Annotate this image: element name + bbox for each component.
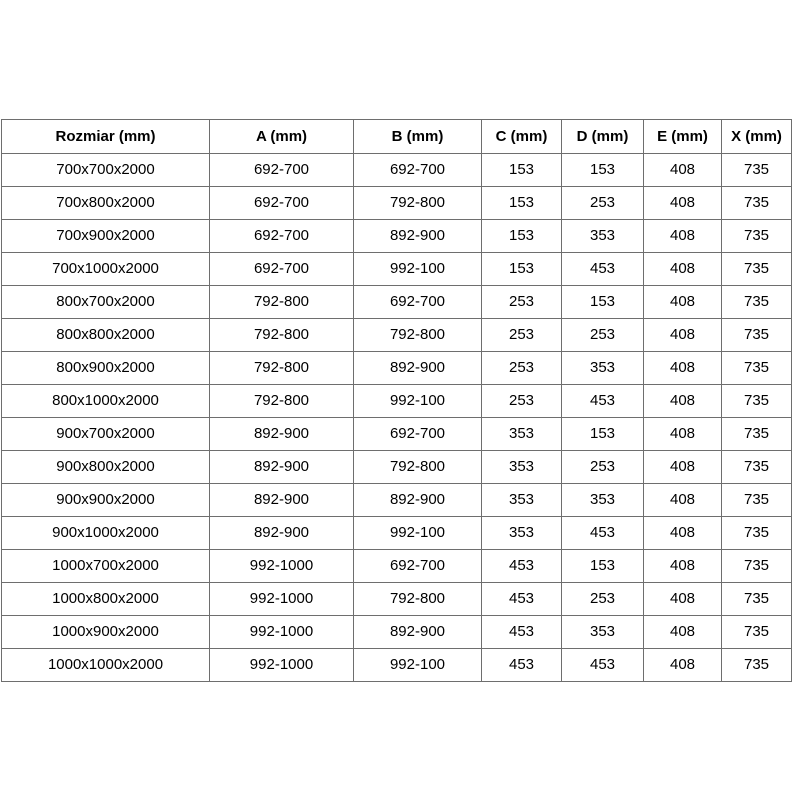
table-row <box>2 451 792 484</box>
column-header: C (mm) <box>482 120 562 154</box>
table-cell: 408 <box>644 517 722 550</box>
table-cell: 992-1000 <box>210 649 354 682</box>
table-cell: 253 <box>482 352 562 385</box>
table-cell: 792-800 <box>354 583 482 616</box>
table-cell: 735 <box>722 220 792 253</box>
table-row <box>2 583 792 616</box>
table-row <box>2 187 792 220</box>
table-cell: 353 <box>482 451 562 484</box>
table-row <box>2 286 792 319</box>
table-row <box>2 649 792 682</box>
table-cell: 453 <box>482 616 562 649</box>
table-cell: 1000x800x2000 <box>2 583 210 616</box>
header-row <box>2 120 792 154</box>
table-cell: 408 <box>644 649 722 682</box>
table-cell: 992-100 <box>354 253 482 286</box>
table-cell: 453 <box>562 253 644 286</box>
table-cell: 800x700x2000 <box>2 286 210 319</box>
table-cell: 800x1000x2000 <box>2 385 210 418</box>
table-row <box>2 352 792 385</box>
table-cell: 892-900 <box>354 484 482 517</box>
table-cell: 692-700 <box>210 253 354 286</box>
table-cell: 900x1000x2000 <box>2 517 210 550</box>
table-cell: 153 <box>482 220 562 253</box>
table-cell: 1000x900x2000 <box>2 616 210 649</box>
table-cell: 992-1000 <box>210 550 354 583</box>
table-cell: 992-100 <box>354 517 482 550</box>
table-cell: 735 <box>722 286 792 319</box>
table-cell: 900x800x2000 <box>2 451 210 484</box>
column-header: A (mm) <box>210 120 354 154</box>
table-cell: 453 <box>562 385 644 418</box>
table-cell: 453 <box>482 649 562 682</box>
table-cell: 408 <box>644 352 722 385</box>
table-cell: 735 <box>722 649 792 682</box>
table-cell: 453 <box>482 583 562 616</box>
table-cell: 153 <box>562 286 644 319</box>
table-row <box>2 253 792 286</box>
table-cell: 792-800 <box>210 286 354 319</box>
table-cell: 735 <box>722 319 792 352</box>
column-header: D (mm) <box>562 120 644 154</box>
table-cell: 892-900 <box>210 451 354 484</box>
table-cell: 692-700 <box>354 550 482 583</box>
table-cell: 892-900 <box>210 418 354 451</box>
table-cell: 800x900x2000 <box>2 352 210 385</box>
table-cell: 992-1000 <box>210 616 354 649</box>
table-cell: 253 <box>562 583 644 616</box>
table-cell: 253 <box>482 385 562 418</box>
table-cell: 992-100 <box>354 385 482 418</box>
table-cell: 253 <box>482 286 562 319</box>
table-cell: 453 <box>482 550 562 583</box>
table-cell: 735 <box>722 517 792 550</box>
table-cell: 692-700 <box>210 187 354 220</box>
table-cell: 700x700x2000 <box>2 154 210 187</box>
table-cell: 353 <box>562 352 644 385</box>
table-cell: 735 <box>722 583 792 616</box>
table-cell: 408 <box>644 220 722 253</box>
table-cell: 735 <box>722 418 792 451</box>
table-cell: 792-800 <box>354 319 482 352</box>
table-row <box>2 154 792 187</box>
table-cell: 792-800 <box>210 352 354 385</box>
table-cell: 153 <box>482 253 562 286</box>
table-cell: 153 <box>562 154 644 187</box>
table-cell: 892-900 <box>210 517 354 550</box>
column-header: B (mm) <box>354 120 482 154</box>
column-header: X (mm) <box>722 120 792 154</box>
table-cell: 408 <box>644 385 722 418</box>
table-cell: 253 <box>562 451 644 484</box>
table-cell: 735 <box>722 352 792 385</box>
table-cell: 792-800 <box>210 319 354 352</box>
table-cell: 692-700 <box>354 418 482 451</box>
table-cell: 408 <box>644 319 722 352</box>
table-head <box>2 120 792 154</box>
table-cell: 700x900x2000 <box>2 220 210 253</box>
table-cell: 892-900 <box>354 352 482 385</box>
table-cell: 735 <box>722 385 792 418</box>
table-cell: 735 <box>722 550 792 583</box>
table-cell: 408 <box>644 616 722 649</box>
table-cell: 692-700 <box>210 154 354 187</box>
table-cell: 453 <box>562 649 644 682</box>
table-row <box>2 517 792 550</box>
table-cell: 153 <box>562 418 644 451</box>
table-cell: 792-800 <box>354 187 482 220</box>
table-cell: 353 <box>482 418 562 451</box>
table-cell: 735 <box>722 187 792 220</box>
table-cell: 253 <box>482 319 562 352</box>
table-cell: 692-700 <box>210 220 354 253</box>
table-cell: 408 <box>644 484 722 517</box>
table-cell: 408 <box>644 550 722 583</box>
table-row <box>2 616 792 649</box>
table-cell: 1000x700x2000 <box>2 550 210 583</box>
table-cell: 900x700x2000 <box>2 418 210 451</box>
table-cell: 700x800x2000 <box>2 187 210 220</box>
table-cell: 992-1000 <box>210 583 354 616</box>
table-cell: 153 <box>562 550 644 583</box>
table-cell: 408 <box>644 418 722 451</box>
table-cell: 153 <box>482 187 562 220</box>
dimensions-table <box>1 119 792 682</box>
table-cell: 735 <box>722 154 792 187</box>
table-cell: 408 <box>644 187 722 220</box>
table-cell: 453 <box>562 517 644 550</box>
table-row <box>2 550 792 583</box>
table-row <box>2 319 792 352</box>
table-row <box>2 385 792 418</box>
table-cell: 353 <box>562 616 644 649</box>
table-cell: 735 <box>722 451 792 484</box>
table-cell: 253 <box>562 187 644 220</box>
table-cell: 1000x1000x2000 <box>2 649 210 682</box>
table-cell: 408 <box>644 154 722 187</box>
column-header: E (mm) <box>644 120 722 154</box>
table-cell: 408 <box>644 286 722 319</box>
table-row <box>2 484 792 517</box>
table-cell: 253 <box>562 319 644 352</box>
table-cell: 408 <box>644 451 722 484</box>
table-cell: 700x1000x2000 <box>2 253 210 286</box>
table-cell: 992-100 <box>354 649 482 682</box>
table-cell: 900x900x2000 <box>2 484 210 517</box>
table-row <box>2 220 792 253</box>
table-cell: 735 <box>722 484 792 517</box>
table-cell: 892-900 <box>354 616 482 649</box>
table-cell: 892-900 <box>210 484 354 517</box>
table-cell: 735 <box>722 616 792 649</box>
table-cell: 692-700 <box>354 286 482 319</box>
table-cell: 800x800x2000 <box>2 319 210 352</box>
table-row <box>2 418 792 451</box>
table-cell: 692-700 <box>354 154 482 187</box>
table-body <box>2 154 792 682</box>
table-cell: 792-800 <box>354 451 482 484</box>
table-cell: 792-800 <box>210 385 354 418</box>
table-cell: 408 <box>644 583 722 616</box>
table-cell: 353 <box>482 484 562 517</box>
table-cell: 353 <box>562 484 644 517</box>
column-header: Rozmiar (mm) <box>2 120 210 154</box>
table-cell: 735 <box>722 253 792 286</box>
table-cell: 153 <box>482 154 562 187</box>
table-cell: 353 <box>562 220 644 253</box>
table-cell: 408 <box>644 253 722 286</box>
table-cell: 892-900 <box>354 220 482 253</box>
table-cell: 353 <box>482 517 562 550</box>
